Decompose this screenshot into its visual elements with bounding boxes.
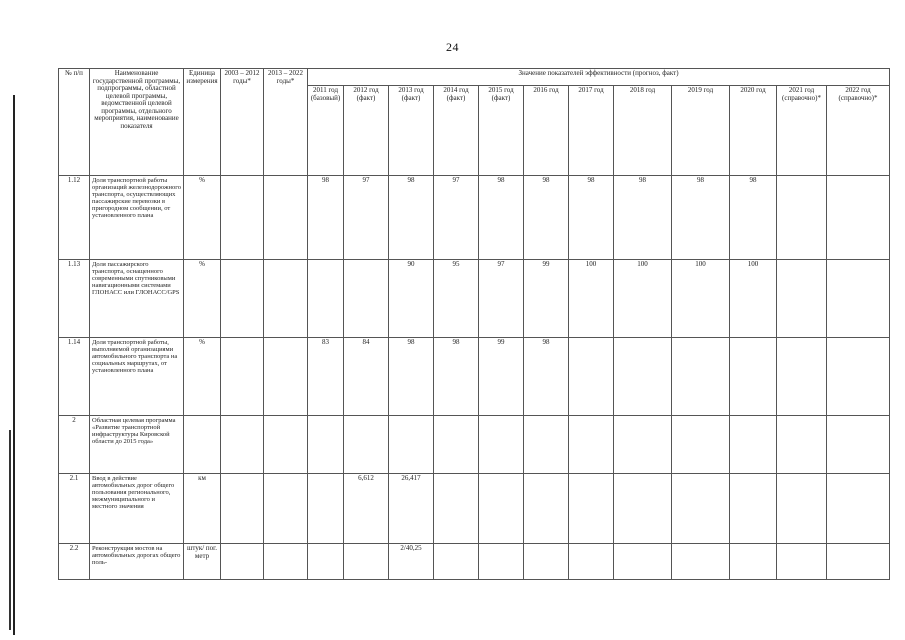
header-period-2003-2012: 2003 – 2012 годы* <box>221 69 264 176</box>
row-period-2013-2022 <box>264 474 308 544</box>
cell-2012 <box>344 260 389 338</box>
row-num: 1.12 <box>59 176 90 260</box>
cell-2016 <box>524 416 569 474</box>
row-num: 1.13 <box>59 260 90 338</box>
cell-2016: 98 <box>524 338 569 416</box>
cell-2017 <box>569 338 614 416</box>
row-unit: штук/ пог. метр <box>184 544 221 580</box>
table-row <box>59 260 890 338</box>
row-period-2003-2012 <box>221 474 264 544</box>
header-year-2015: 2015 год (факт) <box>479 86 524 176</box>
cell-2022 <box>827 338 890 416</box>
cell-2012 <box>344 416 389 474</box>
cell-2020: 98 <box>730 176 777 260</box>
table-row <box>59 416 890 474</box>
cell-2018: 98 <box>614 176 672 260</box>
row-num: 2.1 <box>59 474 90 544</box>
header-num: № п/п <box>59 69 90 176</box>
cell-2013: 26,417 <box>389 474 434 544</box>
row-unit: % <box>184 338 221 416</box>
cell-2021 <box>777 544 827 580</box>
cell-2015 <box>479 544 524 580</box>
row-name: Реконструкция мостов на автомобильных дорогах общего поль- <box>90 544 184 580</box>
cell-2016: 99 <box>524 260 569 338</box>
cell-2011 <box>308 474 344 544</box>
cell-2014: 95 <box>434 260 479 338</box>
header-year-2022: 2022 год (справочно)* <box>827 86 890 176</box>
header-year-2020: 2020 год <box>730 86 777 176</box>
header-year-2017: 2017 год <box>569 86 614 176</box>
cell-2011 <box>308 544 344 580</box>
cell-2021 <box>777 260 827 338</box>
cell-2013 <box>389 416 434 474</box>
cell-2014: 97 <box>434 176 479 260</box>
table-row <box>59 474 890 544</box>
cell-2018 <box>614 544 672 580</box>
cell-2014 <box>434 544 479 580</box>
cell-2012: 6,612 <box>344 474 389 544</box>
cell-2022 <box>827 260 890 338</box>
cell-2011: 83 <box>308 338 344 416</box>
cell-2017 <box>569 474 614 544</box>
cell-2019 <box>672 544 730 580</box>
table-row <box>59 176 890 260</box>
cell-2020 <box>730 338 777 416</box>
cell-2022 <box>827 416 890 474</box>
row-period-2013-2022 <box>264 260 308 338</box>
row-num: 1.14 <box>59 338 90 416</box>
cell-2012 <box>344 544 389 580</box>
cell-2015: 98 <box>479 176 524 260</box>
cell-2019 <box>672 416 730 474</box>
header-year-2018: 2018 год <box>614 86 672 176</box>
row-name: Доля пассажирского транспорта, оснащенного современными спутниковыми навигационными системами ГЛОНАСС или ГЛОНАСС/GPS <box>90 260 184 338</box>
row-unit: км <box>184 474 221 544</box>
header-year-2019: 2019 год <box>672 86 730 176</box>
table-row <box>59 338 890 416</box>
cell-2018: 100 <box>614 260 672 338</box>
row-period-2003-2012 <box>221 416 264 474</box>
cell-2017 <box>569 544 614 580</box>
cell-2021 <box>777 176 827 260</box>
cell-2020 <box>730 416 777 474</box>
cell-2016 <box>524 544 569 580</box>
cell-2019 <box>672 338 730 416</box>
row-num: 2 <box>59 416 90 474</box>
row-period-2013-2022 <box>264 176 308 260</box>
cell-2015: 97 <box>479 260 524 338</box>
cell-2014 <box>434 416 479 474</box>
cell-2017: 98 <box>569 176 614 260</box>
header-unit: Единица измерения <box>184 69 221 176</box>
header-year-2013: 2013 год (факт) <box>389 86 434 176</box>
cell-2021 <box>777 474 827 544</box>
cell-2013: 90 <box>389 260 434 338</box>
cell-2014: 98 <box>434 338 479 416</box>
cell-2020 <box>730 544 777 580</box>
cell-2011 <box>308 416 344 474</box>
cell-2021 <box>777 416 827 474</box>
efficiency-indicators-table <box>58 68 890 580</box>
cell-2019 <box>672 474 730 544</box>
cell-2022 <box>827 544 890 580</box>
header-year-2012: 2012 год (факт) <box>344 86 389 176</box>
row-period-2013-2022 <box>264 416 308 474</box>
cell-2021 <box>777 338 827 416</box>
scan-left-margin-line <box>13 95 15 635</box>
row-name: Ввод в действие автомобильных дорог общего пользования регионального, межмуниципального и местного значения <box>90 474 184 544</box>
row-num: 2.2 <box>59 544 90 580</box>
cell-2022 <box>827 474 890 544</box>
cell-2020 <box>730 474 777 544</box>
cell-2016 <box>524 474 569 544</box>
cell-2012: 84 <box>344 338 389 416</box>
cell-2018 <box>614 416 672 474</box>
header-name: Наименование государственной программы, подпрограммы, областной целевой программы, ведомственной целевой программы, отдельного мероприятия, наименование показателя <box>90 69 184 176</box>
cell-2013: 98 <box>389 176 434 260</box>
cell-2014 <box>434 474 479 544</box>
cell-2020: 100 <box>730 260 777 338</box>
row-name: Доля транспортной работы организаций железнодорожного транспорта, осуществляющих пассажирские перевозки в пригородном сообщении, от установленного плана <box>90 176 184 260</box>
row-period-2003-2012 <box>221 338 264 416</box>
cell-2018 <box>614 474 672 544</box>
cell-2016: 98 <box>524 176 569 260</box>
row-unit <box>184 416 221 474</box>
row-unit: % <box>184 260 221 338</box>
scan-left-margin-line-lower <box>9 430 11 630</box>
row-unit: % <box>184 176 221 260</box>
page-number: 24 <box>446 40 459 54</box>
row-period-2003-2012 <box>221 544 264 580</box>
cell-2019: 98 <box>672 176 730 260</box>
cell-2015 <box>479 474 524 544</box>
cell-2011: 98 <box>308 176 344 260</box>
cell-2017: 100 <box>569 260 614 338</box>
cell-2022 <box>827 176 890 260</box>
cell-2013: 98 <box>389 338 434 416</box>
row-period-2013-2022 <box>264 544 308 580</box>
cell-2013: 2/40,25 <box>389 544 434 580</box>
cell-2018 <box>614 338 672 416</box>
cell-2015 <box>479 416 524 474</box>
row-name: Областная целевая программа «Развитие транспортной инфраструктуры Кировской области до 2015 года» <box>90 416 184 474</box>
row-period-2003-2012 <box>221 260 264 338</box>
cell-2012: 97 <box>344 176 389 260</box>
header-year-2021: 2021 год (справочно)* <box>777 86 827 176</box>
cell-2019: 100 <box>672 260 730 338</box>
header-indicator-values-group: Значение показателей эффективности (прогноз, факт) <box>308 69 890 86</box>
header-period-2013-2022: 2013 – 2022 годы* <box>264 69 308 176</box>
header-year-2016: 2016 год <box>524 86 569 176</box>
table-row <box>59 544 890 580</box>
row-period-2003-2012 <box>221 176 264 260</box>
row-name: Доля транспортной работы, выполняемой организациями автомобильного транспорта на социальных маршрутах, от установленного плана <box>90 338 184 416</box>
header-year-2014: 2014 год (факт) <box>434 86 479 176</box>
cell-2015: 99 <box>479 338 524 416</box>
row-period-2013-2022 <box>264 338 308 416</box>
cell-2011 <box>308 260 344 338</box>
header-year-2011: 2011 год (базовый) <box>308 86 344 176</box>
cell-2017 <box>569 416 614 474</box>
